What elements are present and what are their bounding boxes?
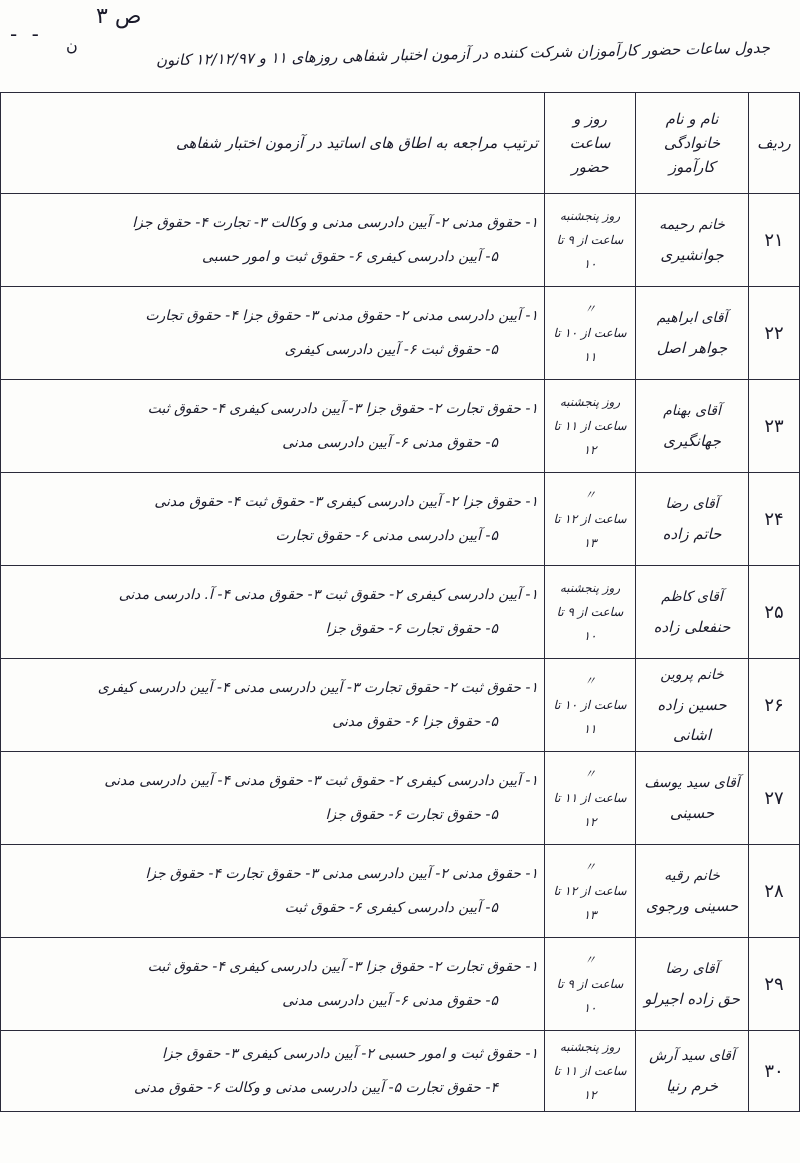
- exam-order-line-2: ۵- حقوق مدنی ۶- آیین دادرسی مدنی: [282, 993, 498, 1009]
- header-row-number: ردیف: [749, 93, 800, 194]
- attendance-time: ساعت از ۹ تا ۱۰: [556, 605, 624, 643]
- attendance-time-cell: [545, 938, 636, 1031]
- attendance-time: ساعت از ۱۰ تا ۱۱: [553, 326, 627, 364]
- exam-order-line-1: ۱- آیین دادرسی کیفری ۲- حقوق ثبت ۳- حقوق مدنی ۴- آ. دادرسی مدنی: [118, 587, 538, 603]
- table-row: [1, 566, 800, 659]
- header-time: روز و ساعت حضور: [545, 93, 636, 194]
- trainee-name: حنفعلی زاده: [653, 618, 731, 636]
- exam-order-line-1: ۱- آیین دادرسی کیفری ۲- حقوق ثبت ۳- حقوق مدنی ۴- آیین دادرسی مدنی: [104, 773, 538, 789]
- trainee-name-cell: [636, 938, 749, 1031]
- row-number: ۲۵: [749, 566, 800, 659]
- attendance-time-cell: [545, 659, 636, 752]
- exam-order-line-1: ۱- حقوق مدنی ۲- آیین دادرسی مدنی و وکالت ۳- تجارت ۴- حقوق جزا: [132, 215, 538, 231]
- attendance-time-cell: [545, 194, 636, 287]
- table-row: [1, 938, 800, 1031]
- trainee-name: حسینی: [669, 804, 715, 822]
- row-number: ۲۹: [749, 938, 800, 1031]
- trainee-title: آقای ابراهیم: [656, 310, 728, 326]
- exam-order-line-2: ۵- آیین دادرسی مدنی ۶- حقوق تجارت: [275, 528, 498, 544]
- trainee-name-cell: [636, 287, 749, 380]
- exam-order-line-2: ۵- حقوق جزا ۶- حقوق مدنی: [332, 714, 498, 730]
- row-number: ۲۶: [749, 659, 800, 752]
- page-number: ص ۳: [96, 4, 142, 29]
- attendance-time-cell: [545, 1031, 636, 1112]
- trainee-name: حاتم زاده: [662, 525, 722, 543]
- trainee-name-cell: [636, 194, 749, 287]
- exam-order-line-1: ۱- حقوق تجارت ۲- حقوق جزا ۳- آیین دادرسی کیفری ۴- حقوق ثبت: [147, 401, 538, 417]
- trainee-name-cell: [636, 380, 749, 473]
- attendance-day: روز پنجشنبه: [559, 1040, 621, 1054]
- exam-order-line-2: ۵- آیین دادرسی کیفری ۶- حقوق ثبت: [284, 900, 498, 916]
- attendance-time: ساعت از ۹ تا ۱۰: [556, 977, 624, 1015]
- trainee-title: خانم رحیمه: [659, 217, 725, 233]
- exam-order-line-2: ۵- حقوق تجارت ۶- حقوق جزا: [325, 807, 498, 823]
- exam-order-cell: [1, 473, 545, 566]
- trainee-name: حسین زاده اشانی: [657, 696, 727, 744]
- exam-order-cell: [1, 380, 545, 473]
- attendance-day: روز پنجشنبه: [559, 209, 621, 223]
- trainee-name: جهانگیری: [663, 432, 721, 450]
- document-title: جدول ساعات حضور کارآموزان شرکت کننده در آزمون اختبار شفاهی روزهای ۱۱ و ۱۲/۱۲/۹۷ کانون: [155, 38, 771, 70]
- trainee-name: حسینی ورجوی: [645, 897, 739, 915]
- exam-order-line-2: ۵- حقوق تجارت ۶- حقوق جزا: [325, 621, 498, 637]
- exam-order-cell: [1, 752, 545, 845]
- table-header-row: [1, 93, 800, 194]
- trainee-title: آقای رضا: [665, 496, 719, 512]
- row-number: ۳۰: [749, 1031, 800, 1112]
- exam-order-cell: [1, 194, 545, 287]
- row-number: ۲۳: [749, 380, 800, 473]
- attendance-day: روز پنجشنبه: [559, 395, 621, 409]
- attendance-time: ساعت از ۹ تا ۱۰: [556, 233, 624, 271]
- attendance-time: ساعت از ۱۱ تا ۱۲: [553, 419, 627, 457]
- attendance-day: 〃: [583, 767, 596, 781]
- trainee-title: خانم رقیه: [664, 868, 720, 884]
- corner-mark: ن: [66, 36, 78, 55]
- trainee-name-cell: [636, 752, 749, 845]
- row-number: ۲۱: [749, 194, 800, 287]
- header-order: ترتیب مراجعه به اطاق های اساتید در آزمون اختبار شفاهی: [1, 93, 545, 194]
- exam-order-line-1: ۱- حقوق مدنی ۲- آیین دادرسی مدنی ۳- حقوق تجارت ۴- حقوق جزا: [145, 866, 538, 882]
- trainee-name-cell: [636, 845, 749, 938]
- table-row: [1, 752, 800, 845]
- schedule-table: [0, 92, 800, 1112]
- trainee-name-cell: [636, 566, 749, 659]
- table-row: [1, 659, 800, 752]
- row-number: ۲۴: [749, 473, 800, 566]
- attendance-day: 〃: [583, 953, 596, 967]
- attendance-time: ساعت از ۱۲ تا ۱۳: [553, 884, 627, 922]
- trainee-name: خرم رنیا: [665, 1077, 719, 1095]
- exam-order-line-2: ۵- حقوق مدنی ۶- آیین دادرسی مدنی: [282, 435, 498, 451]
- attendance-day: 〃: [583, 674, 596, 688]
- exam-order-line-2: ۵- آیین دادرسی کیفری ۶- حقوق ثبت و امور حسبی: [202, 249, 498, 265]
- header-name: نام و نام خانوادگی کارآموز: [636, 93, 749, 194]
- attendance-day: 〃: [583, 860, 596, 874]
- trainee-name-cell: [636, 1031, 749, 1112]
- exam-order-line-2: ۴- حقوق تجارت ۵- آیین دادرسی مدنی و وکالت ۶- حقوق مدنی: [134, 1080, 498, 1096]
- exam-order-line-1: ۱- حقوق جزا ۲- آیین دادرسی کیفری ۳- حقوق ثبت ۴- حقوق مدنی: [154, 494, 538, 510]
- table-row: [1, 194, 800, 287]
- trainee-name: جواهر اصل: [656, 339, 728, 357]
- trainee-title: آقای کاظم: [661, 589, 723, 605]
- table-row: [1, 1031, 800, 1112]
- attendance-time: ساعت از ۱۲ تا ۱۳: [553, 512, 627, 550]
- attendance-time-cell: [545, 473, 636, 566]
- exam-order-cell: [1, 1031, 545, 1112]
- table-row: [1, 380, 800, 473]
- table-row: [1, 287, 800, 380]
- row-number: ۲۲: [749, 287, 800, 380]
- trainee-name: جوانشیری: [660, 246, 724, 264]
- attendance-day: روز پنجشنبه: [559, 581, 621, 595]
- attendance-time-cell: [545, 287, 636, 380]
- row-number: ۲۷: [749, 752, 800, 845]
- table-row: [1, 473, 800, 566]
- exam-order-cell: [1, 566, 545, 659]
- exam-order-cell: [1, 659, 545, 752]
- trainee-name-cell: [636, 473, 749, 566]
- page-top-note: - -: [10, 22, 43, 46]
- attendance-time-cell: [545, 380, 636, 473]
- exam-order-cell: [1, 287, 545, 380]
- trainee-title: آقای سید یوسف: [644, 775, 740, 791]
- exam-order-line-1: ۱- حقوق ثبت و امور حسبی ۲- آیین دادرسی کیفری ۳- حقوق جزا: [162, 1046, 538, 1062]
- attendance-day: 〃: [583, 302, 596, 316]
- exam-order-cell: [1, 845, 545, 938]
- row-number: ۲۸: [749, 845, 800, 938]
- attendance-time: ساعت از ۱۰ تا ۱۱: [553, 698, 627, 736]
- exam-order-line-2: ۵- حقوق ثبت ۶- آیین دادرسی کیفری: [284, 342, 498, 358]
- trainee-title: خانم پروین: [660, 667, 724, 683]
- attendance-time: ساعت از ۱۱ تا ۱۲: [553, 1064, 627, 1102]
- trainee-name-cell: [636, 659, 749, 752]
- trainee-title: آقای بهنام: [663, 403, 721, 419]
- exam-order-line-1: ۱- حقوق تجارت ۲- حقوق جزا ۳- آیین دادرسی کیفری ۴- حقوق ثبت: [147, 959, 538, 975]
- trainee-name: حق زاده اجیرلو: [644, 990, 740, 1008]
- attendance-day: 〃: [583, 488, 596, 502]
- exam-order-line-1: ۱- آیین دادرسی مدنی ۲- حقوق مدنی ۳- حقوق جزا ۴- حقوق تجارت: [145, 308, 538, 324]
- exam-order-line-1: ۱- حقوق ثبت ۲- حقوق تجارت ۳- آیین دادرسی مدنی ۴- آیین دادرسی کیفری: [97, 680, 538, 696]
- exam-order-cell: [1, 938, 545, 1031]
- table-row: [1, 845, 800, 938]
- attendance-time-cell: [545, 752, 636, 845]
- trainee-title: آقای سید آرش: [649, 1048, 735, 1064]
- attendance-time-cell: [545, 845, 636, 938]
- trainee-title: آقای رضا: [665, 961, 719, 977]
- attendance-time: ساعت از ۱۱ تا ۱۲: [553, 791, 627, 829]
- attendance-time-cell: [545, 566, 636, 659]
